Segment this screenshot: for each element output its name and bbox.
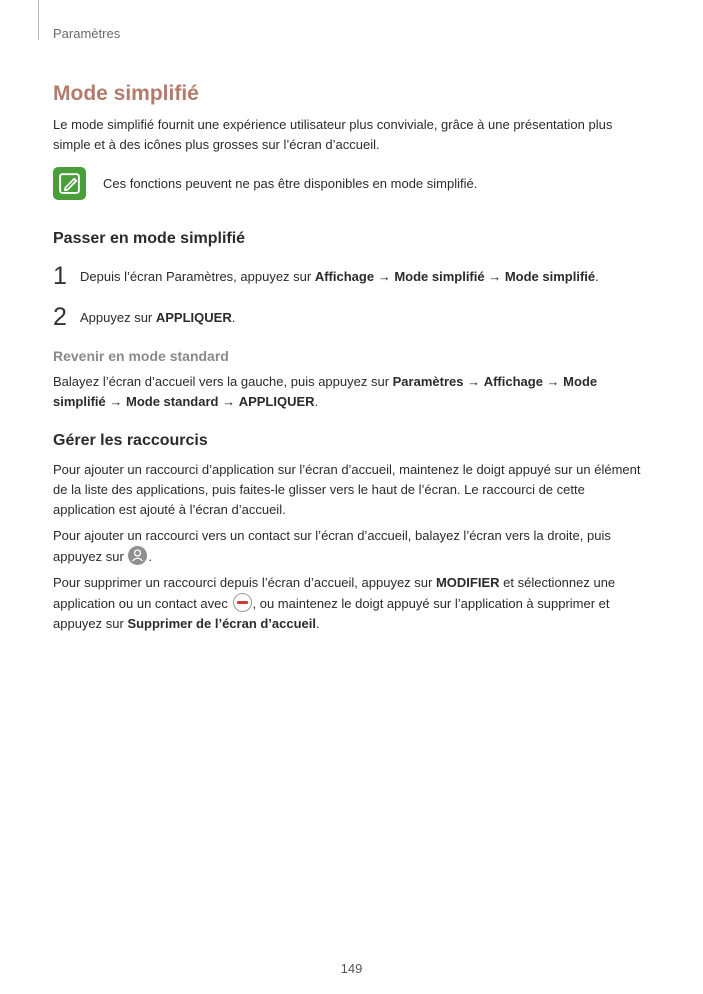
revenir-paragraph: Balayez l’écran d’accueil vers la gauche, puis appuyez sur Paramètres → Affichage → Mode simplifié → Mode standard → APPLIQUER. <box>53 374 598 409</box>
step-1 <box>53 262 641 291</box>
page-title: Mode simplifié <box>53 82 199 105</box>
section-header: Paramètres <box>53 26 121 41</box>
main-content <box>53 82 641 634</box>
heading-revenir: Revenir en mode standard <box>53 348 229 364</box>
raccourcis-paragraph-2: Pour ajouter un raccourci vers un contact sur l’écran d’accueil, balayez l’écran vers la droite, puis appuyez sur . <box>53 528 611 564</box>
header-rule <box>38 0 39 40</box>
raccourcis-paragraph-3: Pour supprimer un raccourci depuis l’écran d’accueil, appuyez sur MODIFIER et sélectionnez une application ou un contact avec , ou maintenez le doigt appuyé sur l’application à supprimer et appuyez sur Supprimer de l’écran d’accueil. <box>53 575 616 631</box>
note-box <box>53 167 641 200</box>
page-number: 149 <box>340 961 363 976</box>
heading-raccourcis: Gérer les raccourcis <box>53 432 208 449</box>
step-number: 1 <box>53 262 67 290</box>
remove-icon <box>233 593 252 612</box>
add-contact-icon <box>128 546 147 565</box>
step-2 <box>53 303 641 332</box>
step-text: Appuyez sur APPLIQUER. <box>80 310 236 325</box>
step-text: Depuis l’écran Paramètres, appuyez sur Affichage → Mode simplifié → Mode simplifié. <box>80 269 599 284</box>
step-number: 2 <box>53 303 67 331</box>
raccourcis-paragraph-1: Pour ajouter un raccourci d’application sur l’écran d’accueil, maintenez le doigt appuyé sur un élément de la liste des applications, puis faites-le glisser vers le haut de l’écran. Le raccourci de cette application est ajouté à l’écran d’accueil. <box>53 462 641 517</box>
note-text: Ces fonctions peuvent ne pas être disponibles en mode simplifié. <box>103 176 478 191</box>
intro-paragraph: Le mode simplifié fournit une expérience utilisateur plus conviviale, grâce à une présentation plus simple et à des icônes plus grosses sur l’écran d’accueil. <box>53 117 613 152</box>
note-pencil-icon <box>53 167 86 200</box>
heading-passer: Passer en mode simplifié <box>53 230 246 247</box>
